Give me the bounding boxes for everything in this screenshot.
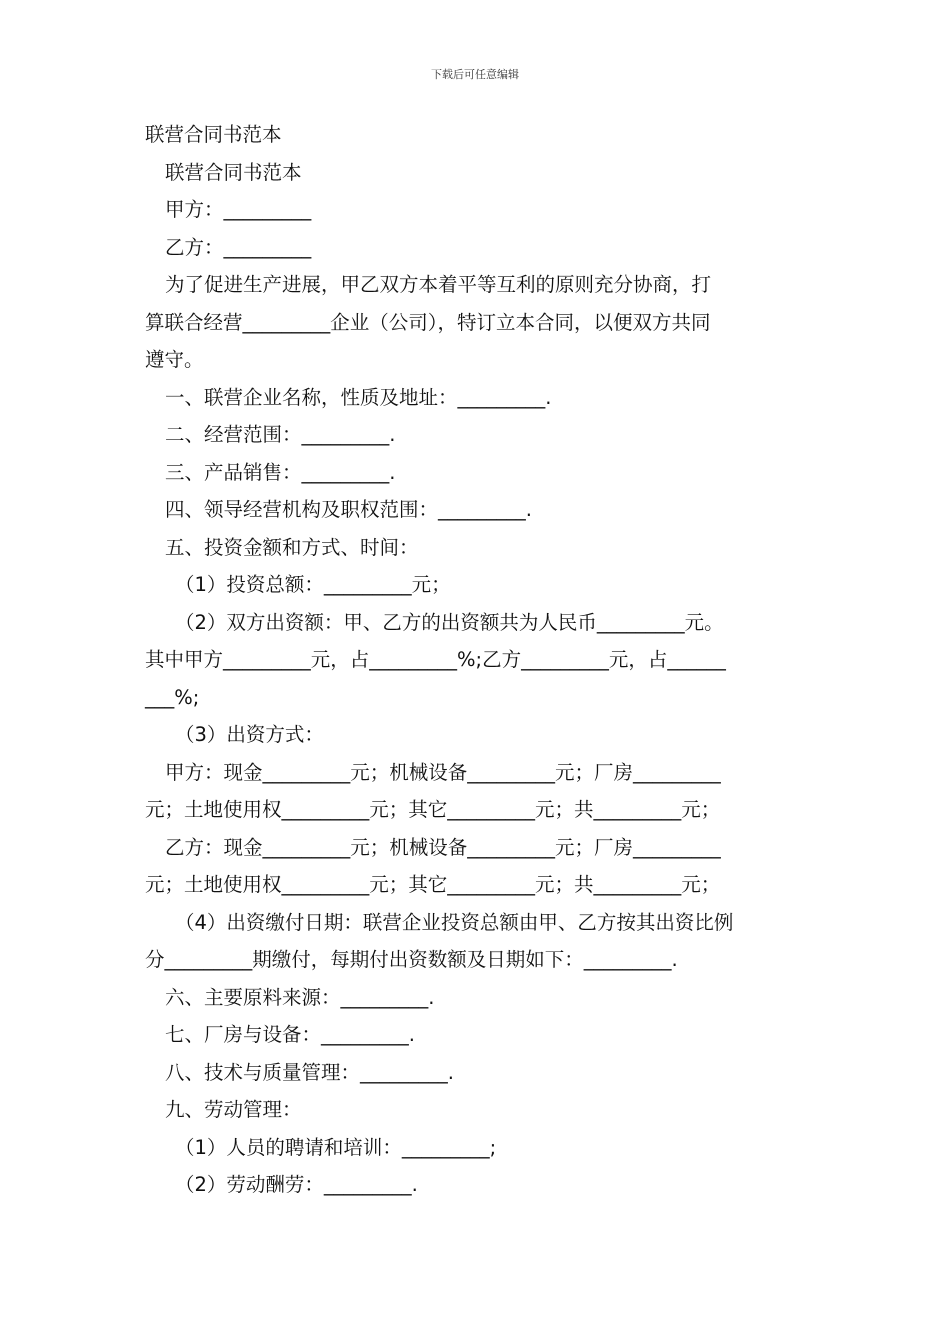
doc-line: 算联合经营_________企业（公司），特订立本合同，以便双方共同: [145, 310, 711, 334]
doc-line: 为了促进生产进展，甲乙双方本着平等互利的原则充分协商，打: [165, 273, 712, 296]
doc-line: 联营合同书范本: [145, 123, 282, 146]
doc-line: 五、投资金额和方式、时间：: [165, 535, 419, 559]
doc-line: 联营合同书范本: [165, 160, 302, 184]
doc-line: 甲方：现金_________元；机械设备_________元；厂房_________: [165, 760, 721, 784]
doc-line: （3）出资方式：: [175, 723, 324, 746]
doc-line: 乙方：现金_________元；机械设备_________元；厂房_________: [165, 835, 721, 859]
doc-line: 分_________期缴付，每期付出资数额及日期如下：_________.: [145, 948, 678, 971]
doc-line: 元；土地使用权_________元；其它_________元；共_________元；: [145, 798, 721, 821]
doc-line: 八、技术与质量管理：_________.: [165, 1060, 454, 1084]
doc-line: 元；土地使用权_________元；其它_________元；共_________元；: [145, 873, 721, 896]
doc-line: ___%;: [145, 685, 200, 709]
doc-line: 其中甲方_________元，占_________%;乙方_________元，占______: [145, 648, 726, 671]
doc-line: 遵守。: [145, 348, 204, 371]
doc-line: （2）双方出资额：甲、乙方的出资额共为人民币_________元。: [175, 610, 724, 634]
doc-line: （4）出资缴付日期：联营企业投资总额由甲、乙方按其出资比例: [175, 910, 734, 934]
doc-line: （1）人员的聘请和培训：_________;: [175, 1135, 497, 1159]
doc-line: 二、经营范围：_________.: [165, 423, 396, 446]
doc-line: 九、劳动管理：: [165, 1098, 302, 1121]
doc-line: 乙方：_________: [165, 235, 312, 259]
doc-line: 四、领导经营机构及职权范围：_________.: [165, 498, 532, 521]
page-header: 下载后可任意编辑: [431, 68, 519, 81]
doc-line: 一、联营企业名称，性质及地址：_________.: [165, 385, 552, 409]
document-body: [145, 116, 807, 1204]
doc-line: 甲方：_________: [165, 198, 312, 221]
doc-line: 三、产品销售：_________.: [165, 460, 396, 484]
doc-line: （1）投资总额：_________元；: [175, 573, 451, 596]
doc-line: 六、主要原料来源：_________.: [165, 985, 435, 1009]
doc-line: 七、厂房与设备：_________.: [165, 1023, 415, 1046]
doc-line: （2）劳动酬劳：_________.: [175, 1173, 418, 1196]
